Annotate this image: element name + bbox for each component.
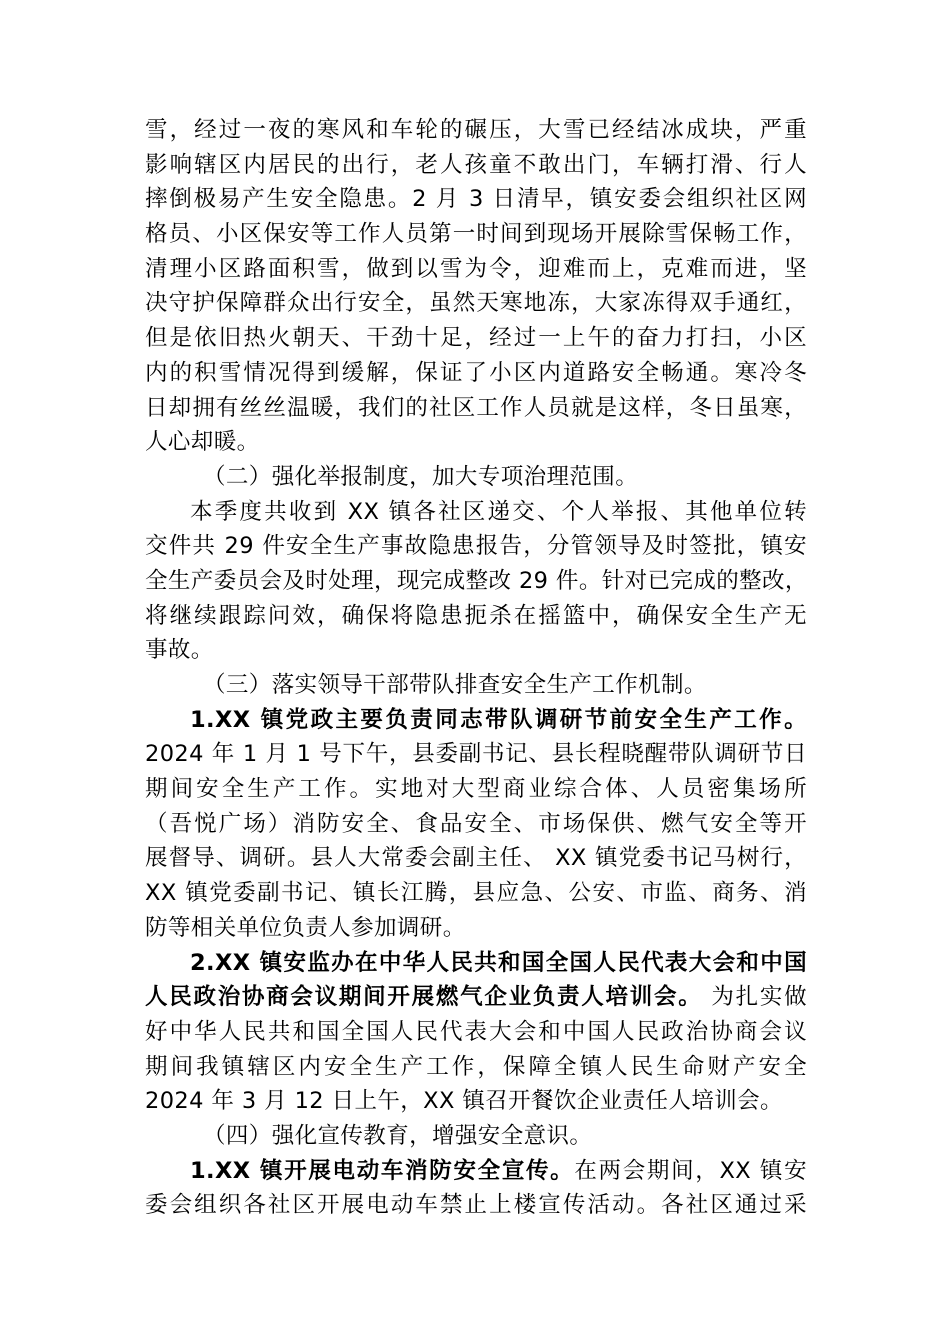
text-line: 日却拥有丝丝温暖，我们的社区工作人员就是这样，冬日虽寒，	[145, 394, 807, 421]
text-line: 交件共 29 件安全生产事故隐患报告，分管领导及时签批，镇安	[145, 533, 807, 560]
text-line: 委会组织各社区开展电动车禁止上楼宣传活动。各社区通过采	[145, 1192, 807, 1219]
text-segment: 在两会期间，XX 镇安	[574, 1157, 807, 1184]
text-line: （四）强化宣传教育，增强安全意识。	[203, 1122, 593, 1149]
text-line: 摔倒极易产生安全隐患。2 月 3 日清早，镇安委会组织社区网	[145, 186, 807, 213]
text-line: 好中华人民共和国全国人民代表大会和中国人民政治协商会议	[145, 1018, 807, 1045]
text-line: 防等相关单位负责人参加调研。	[145, 914, 466, 941]
text-line: 2024 年 3 月 12 日上午，XX 镇召开餐饮企业责任人培训会。	[145, 1088, 783, 1115]
text-line: 事故。	[145, 637, 214, 664]
text-line: 内的积雪情况得到缓解，保证了小区内道路安全畅通。寒冷冬	[145, 359, 807, 386]
text-line: 全生产委员会及时处理，现完成整改 29 件。针对已完成的整改，	[145, 567, 808, 594]
text-line: 2.XX 镇安监办在中华人民共和国全国人民代表大会和中国	[190, 949, 807, 976]
text-line: 决守护保障群众出行安全，虽然天寒地冻，大家冻得双手通红，	[145, 290, 807, 317]
text-segment: 为扎实做	[702, 984, 808, 1011]
text-line: 影响辖区内居民的出行，老人孩童不敢出门，车辆打滑、行人	[145, 151, 807, 178]
text-line: 格员、小区保安等工作人员第一时间到现场开展除雪保畅工作，	[145, 221, 807, 248]
text-line: 2024 年 1 月 1 号下午，县委副书记、县长程晓醒带队调研节日	[145, 741, 807, 768]
text-line: XX 镇党委副书记、镇长江腾，县应急、公安、市监、商务、消	[145, 880, 807, 907]
document-body	[145, 113, 807, 1223]
text-line: 雪，经过一夜的寒风和车轮的碾压，大雪已经结冰成块，严重	[145, 117, 807, 143]
text-line	[145, 980, 807, 1015]
text-line: （二）强化举报制度，加大专项治理范围。	[203, 463, 639, 490]
text-line: 期间安全生产工作。实地对大型商业综合体、人员密集场所	[145, 776, 807, 803]
text-line: （吾悦广场）消防安全、食品安全、市场保供、燃气安全等开	[145, 810, 807, 837]
bold-text-segment: 人民政治协商会议期间开展燃气企业负责人培训会。	[145, 984, 703, 1011]
text-line: 人心却暖。	[145, 429, 260, 456]
text-line: 1.XX 镇党政主要负责同志带队调研节前安全生产工作。	[190, 706, 807, 733]
text-line: 本季度共收到 XX 镇各社区递交、个人举报、其他单位转	[190, 498, 807, 525]
bold-text-segment: 1.XX 镇开展电动车消防安全宣传。	[190, 1157, 575, 1184]
text-line: 清理小区路面积雪，做到以雪为令，迎难而上，克难而进，坚	[145, 255, 807, 282]
text-line: 将继续跟踪问效，确保将隐患扼杀在摇篮中，确保安全生产无	[145, 602, 807, 629]
text-line: 但是依旧热火朝天、干劲十足，经过一上午的奋力打扫，小区	[145, 325, 807, 352]
text-line: 展督导、调研。县人大常委会副主任、 XX 镇党委书记马树行，	[145, 845, 807, 872]
text-line	[145, 1154, 807, 1189]
text-line: （三）落实领导干部带队排查安全生产工作机制。	[203, 672, 707, 698]
text-line: 期间我镇辖区内安全生产工作，保障全镇人民生命财产安全	[145, 1053, 807, 1080]
